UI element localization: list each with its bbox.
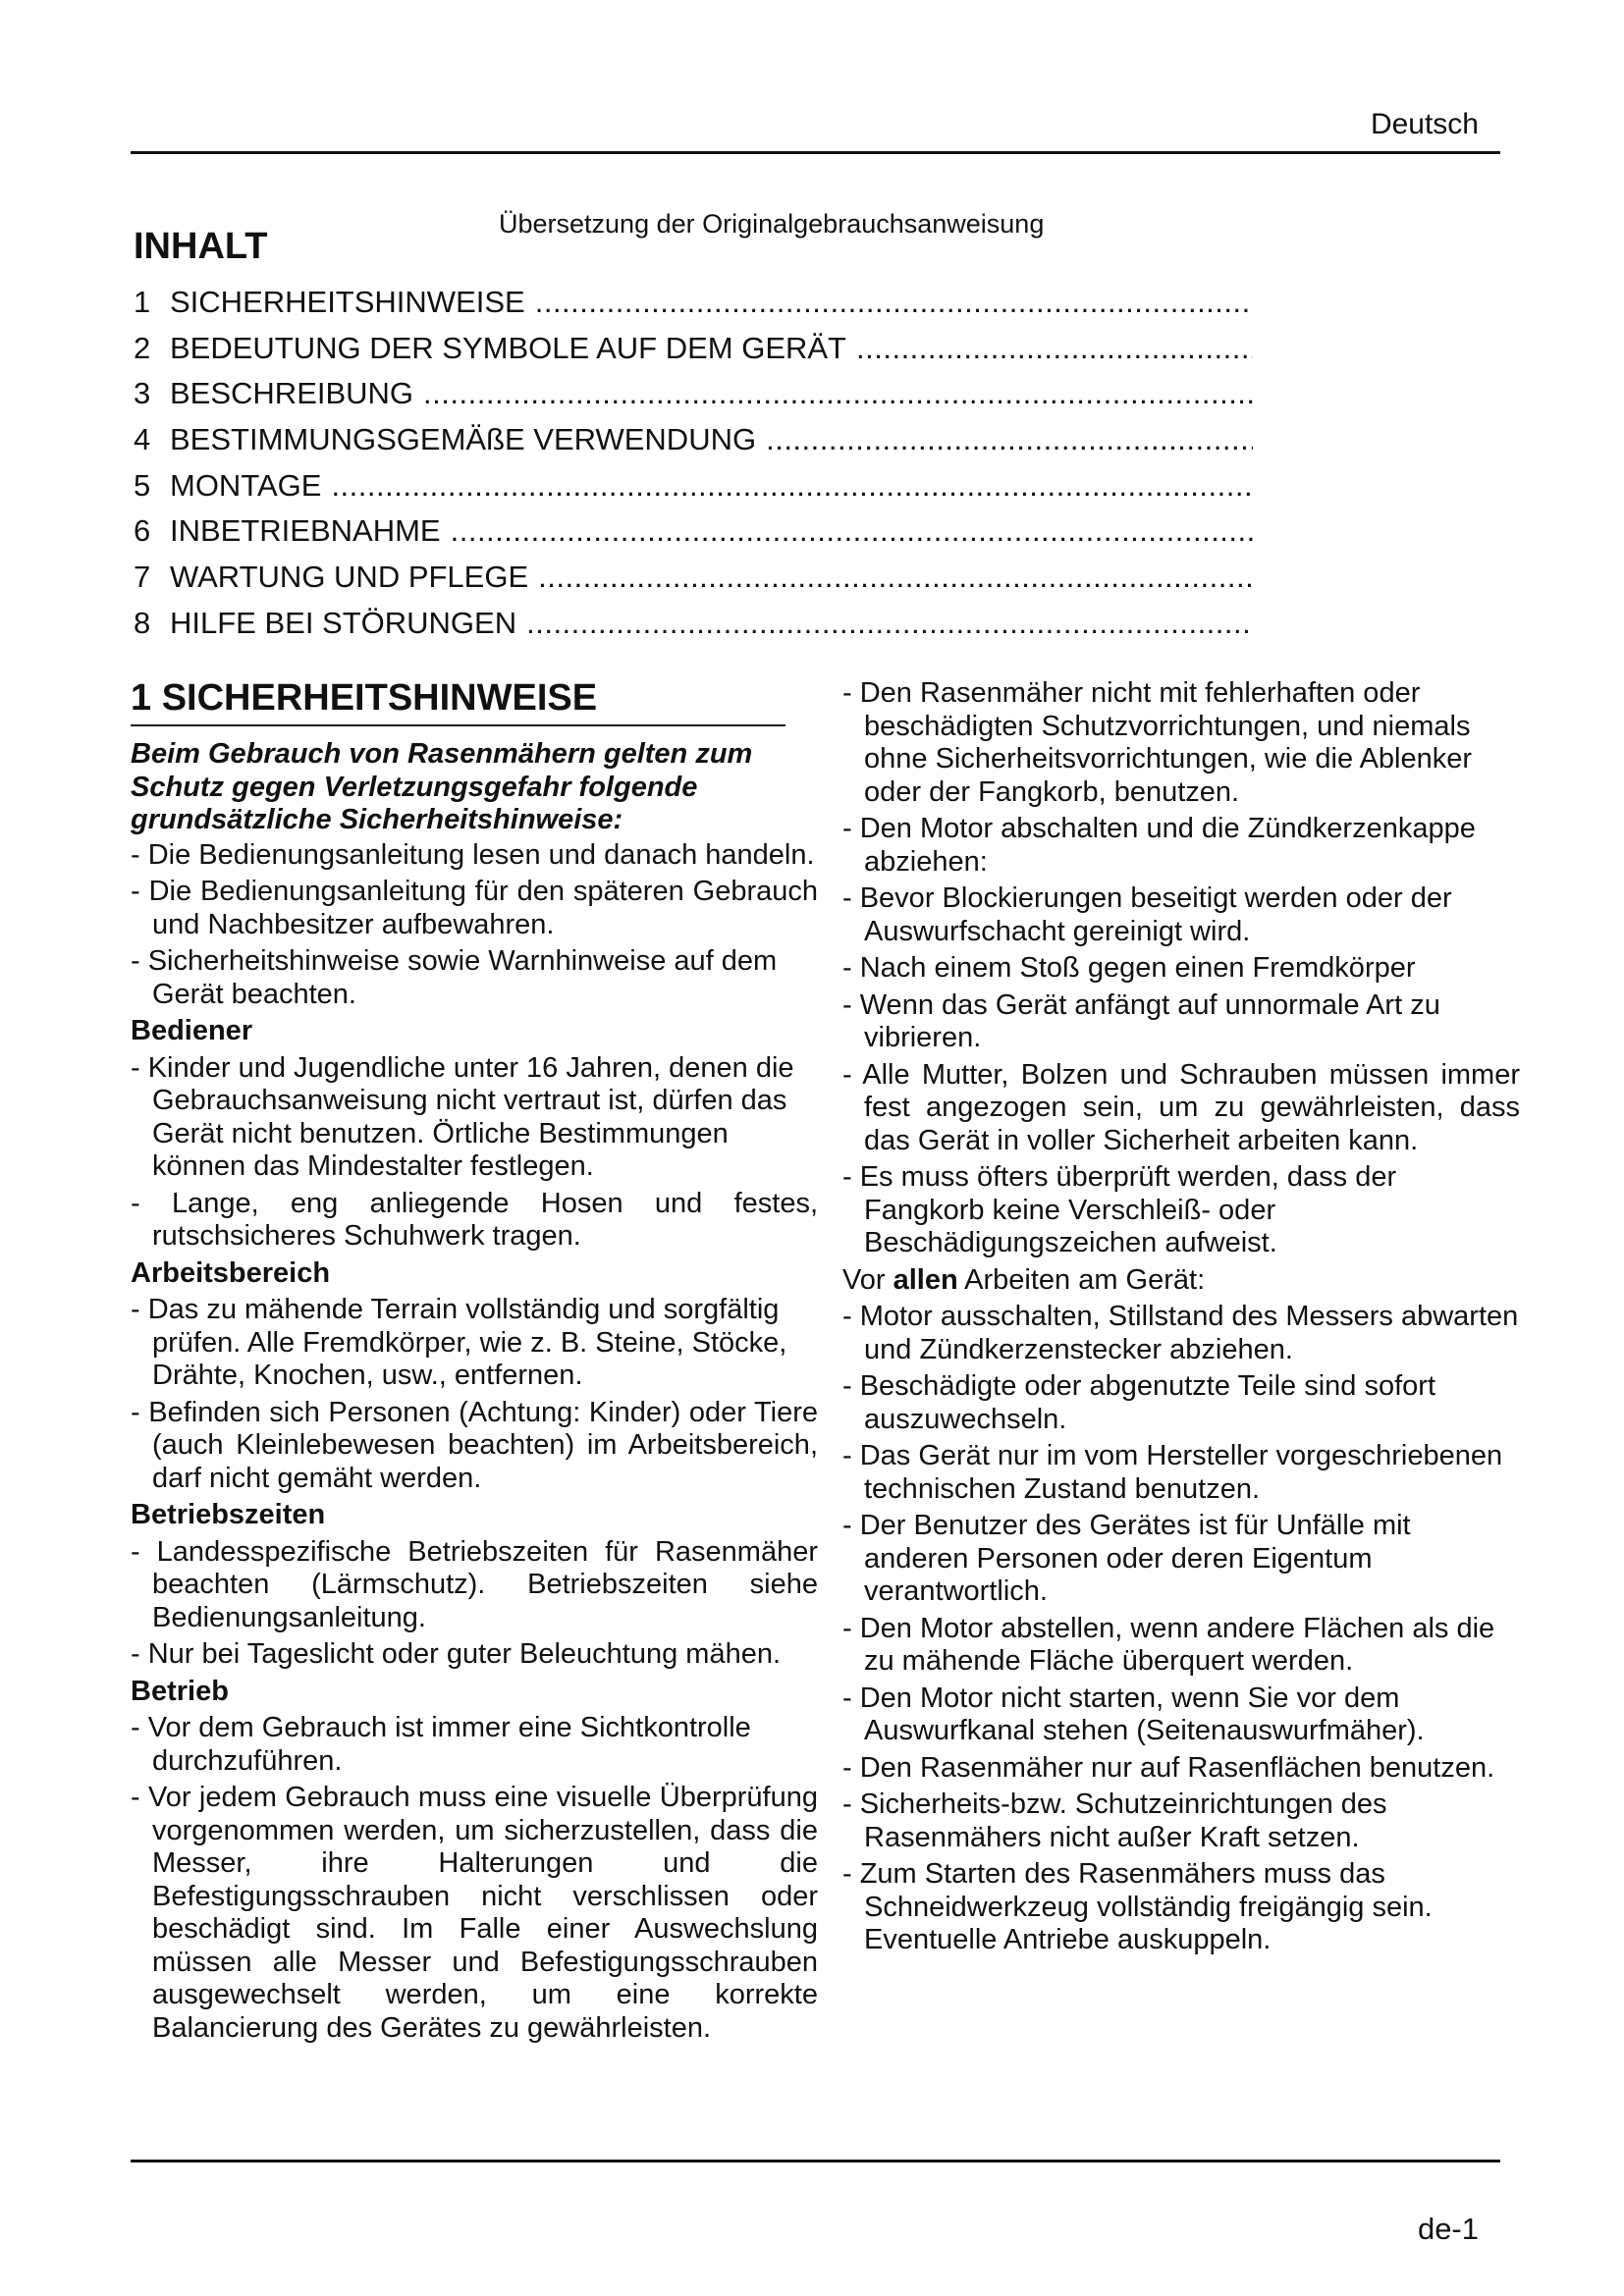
list-item: - Den Rasenmäher nicht mit fehlerhaften oder beschädigten Schutzvorrichtungen, und niemals ohne Sicherheitsvorrichtungen, wie die Ablenker oder der Fangkorb, benutzen.: [842, 677, 1473, 808]
toc-leader-dots: [766, 422, 1253, 457]
page-number: de-1: [1417, 2212, 1479, 2246]
toc-leader-dots: [451, 513, 1253, 549]
list-item: - Die Bedienungsanleitung lesen und danach handeln.: [131, 838, 815, 871]
toc-item[interactable]: [134, 513, 1253, 560]
list-item: - Das Gerät nur im vom Hersteller vorgeschriebenen technischen Zustand benutzen.: [842, 1440, 1503, 1505]
list-item: - Lange, eng anliegende Hosen und festes, rutschsicheres Schuhwerk tragen.: [131, 1187, 818, 1252]
list-item: - Der Benutzer des Gerätes ist für Unfälle mit anderen Personen oder deren Eigentum verantwortlich.: [842, 1510, 1411, 1607]
list-item: - Den Motor abschalten und die Zündkerzenkappe abziehen:: [842, 813, 1476, 878]
right-column: [842, 677, 1520, 1961]
list-item: - Kinder und Jugendliche unter 16 Jahren, denen die Gebrauchsanweisung nicht vertraut ist, dürfen das Gerät nicht benutzen. Örtliche Bestimmungen können das Mindestalter festlegen.: [131, 1051, 794, 1182]
toc-item-number: 1: [134, 285, 151, 319]
toc-leader-dots: [423, 376, 1253, 411]
toc-item-label: SICHERHEITSHINWEISE: [170, 285, 525, 319]
toc-leader-dots: [535, 285, 1253, 320]
list-item: - Es muss öfters überprüft werden, dass der Fangkorb keine Verschleiß- oder Beschädigungszeichen aufweist.: [842, 1161, 1397, 1258]
list-item: - Befinden sich Personen (Achtung: Kinder) oder Tiere (auch Kleinlebewesen beachten) im Arbeitsbereich, darf nicht gemäht werden.: [131, 1396, 818, 1494]
toc-item[interactable]: [134, 468, 1253, 514]
list-item: - Motor ausschalten, Stillstand des Messers abwarten und Zündkerzenstecker abziehen.: [842, 1301, 1519, 1365]
heading-operator: Bediener: [131, 1015, 253, 1046]
toc-item-number: 8: [134, 605, 151, 640]
toc-item[interactable]: [134, 560, 1253, 606]
left-column: [131, 738, 818, 2049]
toc-item-number: 6: [134, 513, 151, 549]
heading-operating-times: Betriebszeiten: [131, 1499, 326, 1530]
toc-item-label: MONTAGE: [170, 467, 322, 503]
list-item: - Nur bei Tageslicht oder guter Beleuchtung mähen.: [131, 1638, 782, 1670]
section-title: 1 SICHERHEITSHINWEISE: [131, 677, 598, 719]
section-underline: [131, 724, 785, 726]
list-item: - Sicherheitshinweise sowie Warnhinweise auf dem Gerät beachten.: [131, 945, 778, 1010]
table-of-contents: [134, 285, 1253, 652]
before-work-note: [842, 1264, 1520, 1298]
toc-item-number: 5: [134, 467, 151, 503]
before-work-emphasis: allen: [893, 1263, 958, 1296]
list-item: - Bevor Blockierungen beseitigt werden oder der Auswurfschacht gereinigt wird.: [842, 882, 1452, 947]
list-item: - Den Rasenmäher nur auf Rasenflächen benutzen.: [842, 1751, 1495, 1784]
toc-item[interactable]: [134, 285, 1253, 331]
heading-work-area: Arbeitsbereich: [131, 1256, 331, 1289]
toc-leader-dots: [526, 606, 1253, 641]
list-item: - Die Bedienungsanleitung für den späteren Gebrauch und Nachbesitzer aufbewahren.: [131, 876, 818, 940]
toc-item[interactable]: [134, 422, 1253, 468]
toc-item-number: 2: [134, 330, 151, 365]
safety-intro: Beim Gebrauch von Rasenmähern gelten zum Schutz gegen Verletzungsgefahr folgende grundsätzliche Sicherheitshinweise:: [131, 738, 753, 835]
language-label: Deutsch: [1370, 108, 1479, 140]
list-item: - Vor jedem Gebrauch muss eine visuelle Überprüfung vorgenommen werden, um sicherzustellen, dass die Messer, ihre Halterungen und die Befestigungsschrauben nicht verschlissen oder beschädigt sind. Im Falle einer Auswechslung müssen alle Messer und Befestigungsschrauben ausgewechselt werden, um eine korrekte Balancierung des Gerätes zu gewährleisten.: [131, 1782, 818, 2044]
toc-item-label: WARTUNG UND PFLEGE: [170, 560, 529, 595]
toc-leader-dots: [856, 331, 1253, 366]
heading-operation: Betrieb: [131, 1675, 229, 1707]
list-item: - Vor dem Gebrauch ist immer eine Sichtkontrolle durchzuführen.: [131, 1712, 751, 1777]
list-item: - Landesspezifische Betriebszeiten für Rasenmäher beachten (Lärmschutz). Betriebszeiten siehe Bedienungsanleitung.: [131, 1535, 818, 1633]
list-item: - Beschädigte oder abgenutzte Teile sind sofort auszuwechseln.: [842, 1370, 1436, 1435]
before-work-suffix: Arbeiten am Gerät:: [957, 1263, 1206, 1296]
before-work-prefix: Vor: [842, 1263, 893, 1296]
toc-item[interactable]: [134, 376, 1253, 422]
document-subtitle: Übersetzung der Originalgebrauchsanweisung: [499, 209, 1045, 239]
list-item: - Sicherheits-bzw. Schutzeinrichtungen des Rasenmähers nicht außer Kraft setzen.: [842, 1789, 1387, 1853]
toc-item-number: 3: [134, 376, 151, 411]
toc-leader-dots: [538, 560, 1253, 595]
toc-item-label: BEDEUTUNG DER SYMBOLE AUF DEM GERÄT: [170, 330, 846, 365]
toc-title: INHALT: [134, 226, 268, 267]
toc-item-label: BESTIMMUNGSGEMÄßE VERWENDUNG: [170, 422, 757, 457]
toc-leader-dots: [331, 468, 1253, 504]
toc-item-label: INBETRIEBNAHME: [170, 513, 441, 549]
list-item: - Alle Mutter, Bolzen und Schrauben müssen immer fest angezogen sein, um zu gewährleisten, dass das Gerät in voller Sicherheit arbeiten kann.: [842, 1058, 1520, 1156]
list-item: - Zum Starten des Rasenmähers muss das Schneidwerkzeug vollständig freigängig sein. Eventuelle Antriebe auskuppeln.: [842, 1858, 1433, 1955]
list-item: - Nach einem Stoß gegen einen Fremdkörper: [842, 952, 1416, 984]
footer-rule: [131, 2160, 1500, 2163]
toc-item-label: BESCHREIBUNG: [170, 376, 414, 411]
toc-item[interactable]: [134, 331, 1253, 377]
list-item: - Den Motor abstellen, wenn andere Flächen als die zu mähende Fläche überquert werden.: [842, 1612, 1495, 1677]
toc-item[interactable]: [134, 606, 1253, 652]
toc-item-label: HILFE BEI STÖRUNGEN: [170, 605, 517, 640]
toc-item-number: 4: [134, 422, 151, 457]
list-item: - Wenn das Gerät anfängt auf unnormale Art zu vibrieren.: [842, 988, 1440, 1053]
list-item: - Das zu mähende Terrain vollständig und sorgfältig prüfen. Alle Fremdkörper, wie z. B. Steine, Stöcke, Drähte, Knochen, usw., entfernen.: [131, 1294, 787, 1391]
toc-item-number: 7: [134, 560, 151, 595]
header-rule: [131, 151, 1500, 154]
list-item: - Den Motor nicht starten, wenn Sie vor dem Auswurfkanal stehen (Seitenauswurfmäher).: [842, 1682, 1425, 1746]
